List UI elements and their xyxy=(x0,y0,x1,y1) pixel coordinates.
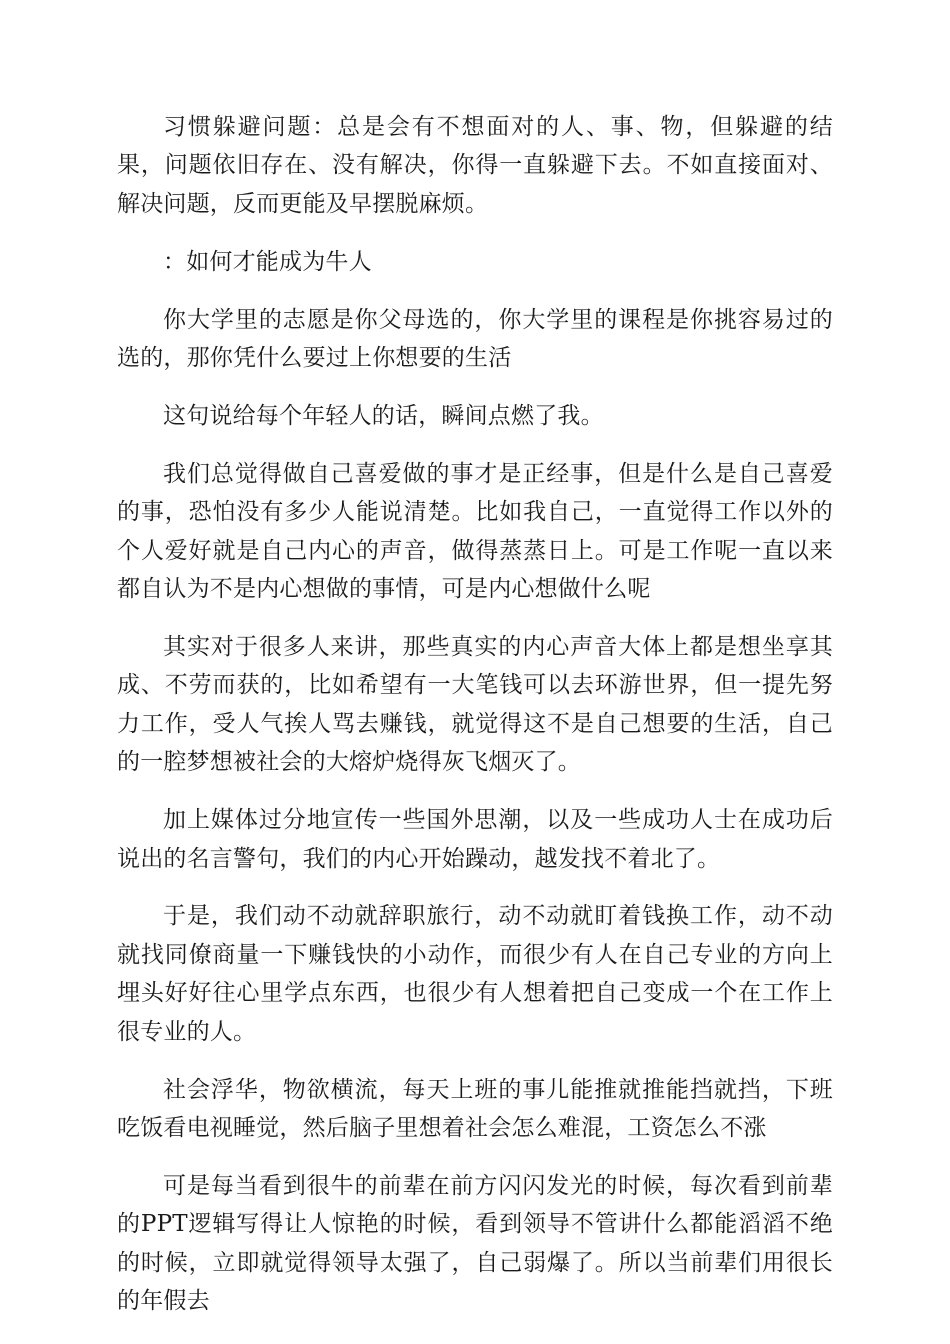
paragraph-media-influence: 加上媒体过分地宣传一些国外思潮，以及一些成功人士在成功后说出的名言警句，我们的内心开始躁动，越发找不着北了。 xyxy=(117,807,833,872)
paragraph-society-materialism: 社会浮华，物欲横流，每天上班的事儿能推就推能挡就挡，下班吃饭看电视睡觉，然后脑子里想着社会怎么难混，工资怎么不涨 xyxy=(117,1076,833,1141)
document-body xyxy=(117,108,833,1340)
paragraph-inner-voice: 其实对于很多人来讲，那些真实的内心声音大体上都是想坐享其成、不劳而获的，比如希望有一大笔钱可以去环游世界，但一提先努力工作，受人气挨人骂去赚钱，就觉得这不是自己想要的生活，自己的一腔梦想被社会的大熔炉烧得灰飞烟灭了。 xyxy=(117,633,833,776)
paragraph-heading-how-to-excel: ：如何才能成为牛人 xyxy=(163,248,372,275)
paragraph-senior-colleagues: 可是每当看到很牛的前辈在前方闪闪发光的时候，每次看到前辈的PPT逻辑写得让人惊艳的时候，看到领导不管讲什么都能滔滔不绝的时候，立即就觉得领导太强了，自己弱爆了。所以当前辈们用很长的年假去 xyxy=(117,1172,833,1315)
paragraph-inspired: 这句说给每个年轻人的话，瞬间点燃了我。 xyxy=(163,402,604,429)
paragraph-university-choices: 你大学里的志愿是你父母选的，你大学里的课程是你挑容易过的选的，那你凭什么要过上你想要的生活 xyxy=(117,306,833,372)
paragraph-what-we-love: 我们总觉得做自己喜爱做的事才是正经事，但是什么是自己喜爱的事，恐怕没有多少人能说清楚。比如我自己，一直觉得工作以外的个人爱好就是自己内心的声音，做得蒸蒸日上。可是工作呢一直以来都自认为不是内心想做的事情，可是内心想做什么呢 xyxy=(117,460,833,603)
paragraph-avoid-problems: 习惯躲避问题：总是会有不想面对的人、事、物，但躲避的结果，问题依旧存在、没有解决，你得一直躲避下去。不如直接面对、解决问题，反而更能及早摆脱麻烦。 xyxy=(117,114,833,217)
paragraph-quit-and-travel: 于是，我们动不动就辞职旅行，动不动就盯着钱换工作，动不动就找同僚商量一下赚钱快的小动作，而很少有人在自己专业的方向上埋头好好往心里学点东西，也很少有人想着把自己变成一个在工作上很专业的人。 xyxy=(117,903,833,1045)
